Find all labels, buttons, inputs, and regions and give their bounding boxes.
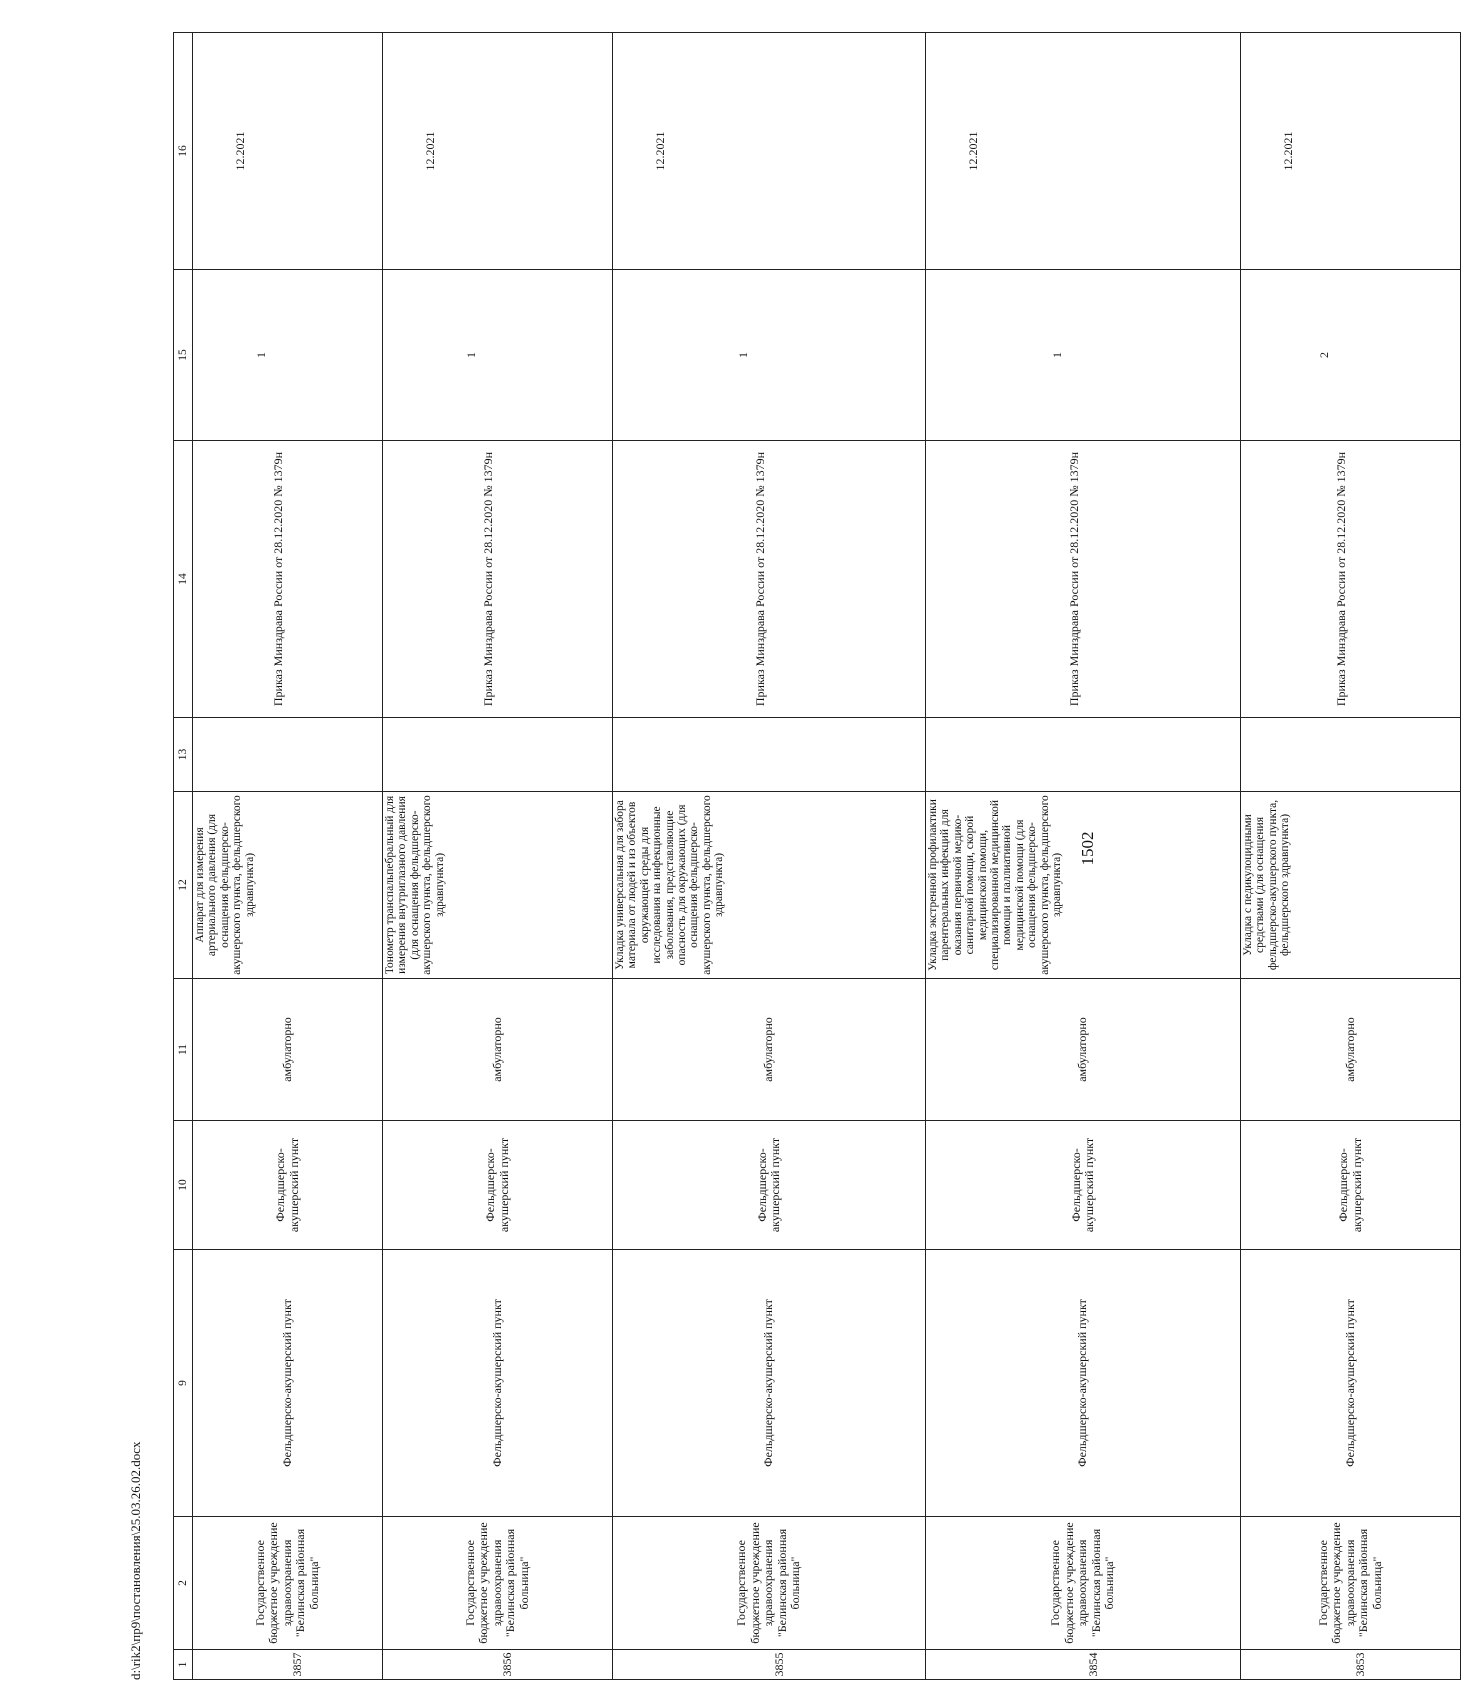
date-cell: 12.2021 bbox=[926, 33, 1241, 270]
table-row bbox=[926, 33, 1241, 1680]
organization-cell: Государственное бюджетное учреждение здравоохранения "Белинская районная больница" bbox=[383, 1517, 613, 1650]
column-13-cell bbox=[383, 718, 613, 792]
care-type-cell: амбулаторно bbox=[383, 979, 613, 1121]
equipment-cell: Укладка экстренной профилактики парентеральных инфекций для оказания первичной медико-санитарной помощи, скорой медицинской помощи, специализированной медицинской помощи и паллиативной медицинской помощи (для оснащения фельдшерско-акушерского пункта, фельдшерского здравпункта) bbox=[926, 792, 1241, 979]
unit-cell: Фельдшерско-акушерский пункт bbox=[383, 1121, 613, 1250]
table-row bbox=[193, 33, 383, 1680]
equipment-cell: Укладка с педикулоцидными средствами (для оснащения фельдшерско-акушерского пункта, фельдшерского здравпункта) bbox=[1241, 792, 1461, 979]
row-number-cell: 3854 bbox=[926, 1650, 1241, 1680]
row-number-cell: 3857 bbox=[193, 1650, 383, 1680]
equipment-cell: Укладка универсальная для забора материала от людей и из объектов окружающей среды для исследования на инфекционные заболевания, представляющие опасность для окружающих (для оснащения фельдшерско-акушерского пункта, фельдшерского здравпункта) bbox=[613, 792, 926, 979]
column-number: 11 bbox=[174, 979, 193, 1121]
care-type-cell: амбулаторно bbox=[613, 979, 926, 1121]
organization-cell: Государственное бюджетное учреждение здравоохранения "Белинская районная больница" bbox=[926, 1517, 1241, 1650]
unit-cell: Фельдшерско-акушерский пункт bbox=[613, 1121, 926, 1250]
column-13-cell bbox=[193, 718, 383, 792]
column-number: 9 bbox=[174, 1250, 193, 1517]
quantity-cell: 1 bbox=[193, 270, 383, 441]
column-number: 13 bbox=[174, 718, 193, 792]
quantity-cell: 1 bbox=[613, 270, 926, 441]
row-number-cell: 3855 bbox=[613, 1650, 926, 1680]
column-number: 16 bbox=[174, 33, 193, 270]
unit-cell: Фельдшерско-акушерский пункт bbox=[1241, 1121, 1461, 1250]
facility-cell: Фельдшерско-акушерский пункт bbox=[193, 1250, 383, 1517]
table-row bbox=[613, 33, 926, 1680]
row-number-cell: 3856 bbox=[383, 1650, 613, 1680]
column-number: 14 bbox=[174, 441, 193, 718]
facility-cell: Фельдшерско-акушерский пункт bbox=[613, 1250, 926, 1517]
unit-cell: Фельдшерско-акушерский пункт bbox=[193, 1121, 383, 1250]
care-type-cell: амбулаторно bbox=[193, 979, 383, 1121]
facility-cell: Фельдшерско-акушерский пункт bbox=[926, 1250, 1241, 1517]
page-number: 1502 bbox=[1078, 831, 1097, 866]
column-number: 15 bbox=[174, 270, 193, 441]
care-type-cell: амбулаторно bbox=[926, 979, 1241, 1121]
equipment-cell: Тонометр транспальпебральный для измерения внутриглазного давления (для оснащения фельдшерско-акушерского пункта, фельдшерского здравпункта) bbox=[383, 792, 613, 979]
column-number: 2 bbox=[174, 1517, 193, 1650]
care-type-cell: амбулаторно bbox=[1241, 979, 1461, 1121]
column-number: 12 bbox=[174, 792, 193, 979]
column-13-cell bbox=[613, 718, 926, 792]
file-path-footer: d:\rik2\пр9\постановления\25.03.26.02.docx bbox=[128, 1441, 143, 1680]
date-cell: 12.2021 bbox=[613, 33, 926, 270]
organization-cell: Государственное бюджетное учреждение здравоохранения "Белинская районная больница" bbox=[1241, 1517, 1461, 1650]
unit-cell: Фельдшерско-акушерский пункт bbox=[926, 1121, 1241, 1250]
organization-cell: Государственное бюджетное учреждение здравоохранения "Белинская районная больница" bbox=[613, 1517, 926, 1650]
header-row bbox=[174, 33, 193, 1680]
date-cell: 12.2021 bbox=[193, 33, 383, 270]
equipment-register-table bbox=[173, 32, 1461, 1680]
order-cell: Приказ Минздрава России от 28.12.2020 № 1379н bbox=[613, 441, 926, 718]
facility-cell: Фельдшерско-акушерский пункт bbox=[1241, 1250, 1461, 1517]
table-row bbox=[1241, 33, 1461, 1680]
column-13-cell bbox=[1241, 718, 1461, 792]
quantity-cell: 2 bbox=[1241, 270, 1461, 441]
facility-cell: Фельдшерско-акушерский пункт bbox=[383, 1250, 613, 1517]
table-row bbox=[383, 33, 613, 1680]
order-cell: Приказ Минздрава России от 28.12.2020 № 1379н bbox=[383, 441, 613, 718]
quantity-cell: 1 bbox=[383, 270, 613, 441]
date-cell: 12.2021 bbox=[383, 33, 613, 270]
quantity-cell: 1 bbox=[926, 270, 1241, 441]
row-number-cell: 3853 bbox=[1241, 1650, 1461, 1680]
date-cell: 12.2021 bbox=[1241, 33, 1461, 270]
order-cell: Приказ Минздрава России от 28.12.2020 № 1379н bbox=[926, 441, 1241, 718]
column-number: 10 bbox=[174, 1121, 193, 1250]
organization-cell: Государственное бюджетное учреждение здравоохранения "Белинская районная больница" bbox=[193, 1517, 383, 1650]
column-13-cell bbox=[926, 718, 1241, 792]
column-number: 1 bbox=[174, 1650, 193, 1680]
order-cell: Приказ Минздрава России от 28.12.2020 № 1379н bbox=[1241, 441, 1461, 718]
order-cell: Приказ Минздрава России от 28.12.2020 № 1379н bbox=[193, 441, 383, 718]
equipment-cell: Аппарат для измерения артериального давления (для оснащения фельдшерско-акушерского пункта, фельдшерского здравпункта) bbox=[193, 792, 383, 979]
